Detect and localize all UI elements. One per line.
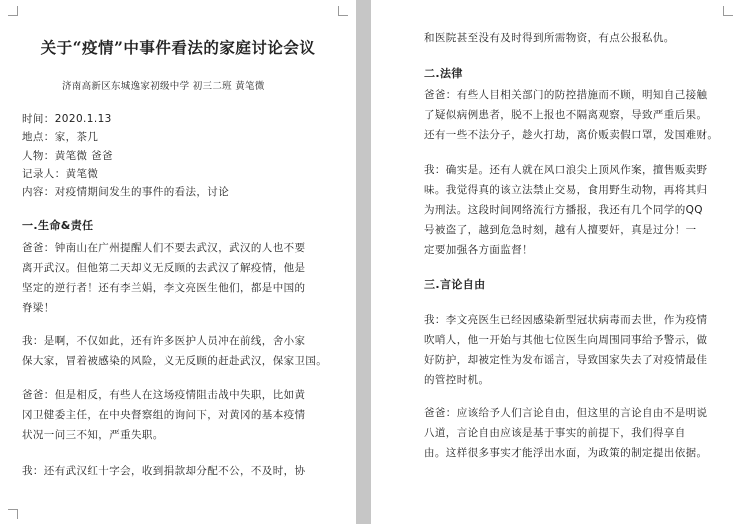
- margin-corner-mark: [723, 6, 733, 16]
- section-heading: 二.法律: [424, 67, 463, 80]
- paragraph-line: 状况一问三不知，严重失职。: [22, 429, 164, 441]
- margin-corner-mark: [8, 509, 18, 519]
- paragraph-line: 我：还有武汉红十字会，收到捐款却分配不公，不及时，协: [22, 465, 306, 477]
- section-heading: 一.生命&责任: [22, 219, 94, 232]
- paragraph-line: 坚定的逆行者！还有李兰娟，李文亮医生他们，都是中国的: [22, 282, 306, 294]
- meta-line: 记录人：黄笔微: [22, 168, 99, 180]
- paragraph-line: 味。我觉得真的该立法禁止交易，食用野生动物，再将其归: [424, 184, 708, 196]
- paragraph-line: 冈卫健委主任，在中央督察组的询问下，对黄冈的基本疫情: [22, 409, 306, 421]
- paragraph-line: 爸爸：但是相反，有些人在这场疫情阻击战中失职，比如黄: [22, 389, 306, 401]
- paragraph-line: 八道，言论自由应该是基于事实的前提下，我们得享自: [424, 427, 686, 439]
- paragraph-line: 还有一些不法分子，趁火打劫，离价贩卖假口罩，发国难财。: [424, 129, 719, 141]
- paragraph-line: 吹哨人，他一开始与其他七位医生向周围同事给予警示，做: [424, 334, 708, 346]
- paragraph-line: 爸爸：有些人目相关部门的防控措施而不顾，明知自己接触: [424, 89, 708, 101]
- paragraph-line: 的管控时机。: [424, 374, 490, 386]
- paragraph-line: 我：是啊，不仅如此，还有许多医护人员冲在前线，舍小家: [22, 335, 306, 347]
- paragraph-line: 爸爸：应该给予人们言论自由，但这里的言论自由不是明说: [424, 407, 708, 419]
- document-page-right: [371, 0, 744, 524]
- paragraph-line: 爸爸：钟南山在广州提醒人们不要去武汉，武汉的人也不要: [22, 242, 306, 254]
- meta-line: 地点：家，茶几: [22, 131, 99, 143]
- paragraph-line: 和医院甚至没有及时得到所需物资，有点公报私仇。: [424, 32, 675, 44]
- meta-line: 内容：对疫情期间发生的事件的看法，讨论: [22, 186, 230, 198]
- paragraph-line: 脊梁！: [22, 302, 55, 314]
- margin-corner-mark: [338, 6, 348, 16]
- paragraph-line: 保大家，冒着被感染的风险，义无反顾的赶赴武汉，保家卫国。: [22, 355, 328, 367]
- paragraph-line: 了疑似病例患者，脱不上报也不隔离观察，导致严重后果。: [424, 109, 708, 121]
- paragraph-line: 定要加强各方面监督！: [424, 244, 533, 256]
- document-byline: 济南高新区东城逸家初级中学 初三二班 黄笔微: [62, 81, 265, 92]
- paragraph-line: 好防护，却被定性为发布谣言，导致国家失去了对疫情最佳: [424, 354, 708, 366]
- meta-line: 时间：2020.1.13: [22, 113, 112, 125]
- paragraph-line: 我：确实是。还有人就在风口浪尖上顶风作案，擅售贩卖野: [424, 164, 708, 176]
- document-title: 关于“疫情”中事件看法的家庭讨论会议: [40, 38, 316, 57]
- paragraph-line: 我：李文亮医生已经因感染新型冠状病毒而去世，作为疫情: [424, 314, 708, 326]
- document-page-left: [0, 0, 356, 524]
- paragraph-line: 号被盗了，越到危急时刻，越有人擅要奸，真是过分！一: [424, 224, 697, 236]
- meta-line: 人物：黄笔微 爸爸: [22, 150, 113, 162]
- margin-corner-mark: [8, 6, 18, 16]
- paragraph-line: 为刑法。这段时间网络流行方播报，我还有几个同学的QQ: [424, 204, 703, 216]
- section-heading: 三.言论自由: [424, 278, 486, 291]
- paragraph-line: 由。这样很多事实才能浮出水面，为政策的制定提出依据。: [424, 447, 708, 459]
- paragraph-line: 离开武汉。但他第二天却义无反顾的去武汉了解疫情，他是: [22, 262, 306, 274]
